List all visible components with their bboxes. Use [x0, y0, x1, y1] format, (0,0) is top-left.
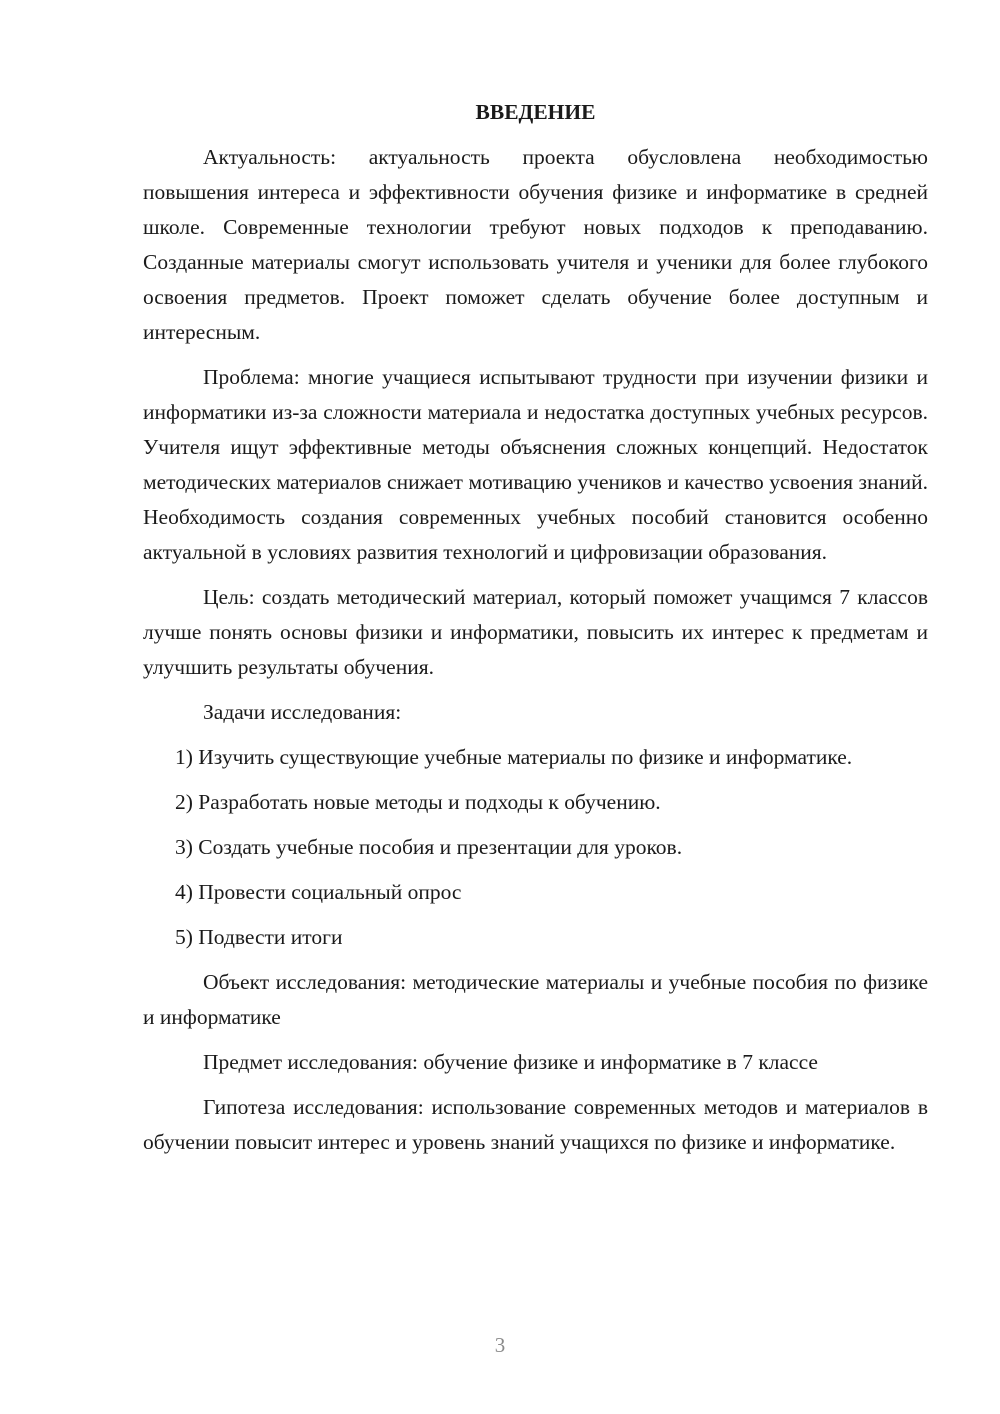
task-item-4: 4) Провести социальный опрос — [175, 880, 462, 904]
task-item-1: 1) Изучить существующие учебные материалы по физике и информатике. — [175, 745, 853, 769]
object-paragraph: Объект исследования: методические материалы и учебные пособия по физике и информатике — [143, 970, 928, 1029]
task-item-3: 3) Создать учебные пособия и презентации для уроков. — [175, 835, 683, 859]
tasks-heading: Задачи исследования: — [203, 700, 402, 724]
task-item-5: 5) Подвести итоги — [175, 925, 343, 949]
page-number: 3 — [494, 1333, 506, 1357]
task-item-2: 2) Разработать новые методы и подходы к обучению. — [175, 790, 661, 814]
problem-paragraph: Проблема: многие учащиеся испытывают трудности при изучении физики и информатики из-за сложности материала и недостатка доступных учебных ресурсов. Учителя ищут эффективные методы объяснения сложных концепций. Недостаток методических материалов снижает мотивацию учеников и качество усвоения знаний. Необходимость создания современных учебных пособий становится особенно актуальной в условиях развития технологий и цифровизации образования. — [143, 365, 928, 564]
subject-paragraph: Предмет исследования: обучение физике и информатике в 7 классе — [203, 1050, 818, 1074]
relevance-paragraph: Актуальность: актуальность проекта обусловлена необходимостью повышения интереса и эффективности обучения физике и информатике в средней школе. Современные технологии требуют новых подходов к преподаванию. Созданные материалы смогут использовать учителя и ученики для более глубокого освоения предметов. Проект поможет сделать обучение более доступным и интересным. — [143, 145, 928, 344]
document-page — [143, 95, 928, 1170]
hypothesis-paragraph: Гипотеза исследования: использование современных методов и материалов в обучении повысит интерес и уровень знаний учащихся по физике и информатике. — [143, 1095, 928, 1154]
section-title: ВВЕДЕНИЕ — [475, 100, 596, 124]
goal-paragraph: Цель: создать методический материал, который поможет учащимся 7 классов лучше понять основы физики и информатики, повысить их интерес к предметам и улучшить результаты обучения. — [143, 585, 928, 679]
